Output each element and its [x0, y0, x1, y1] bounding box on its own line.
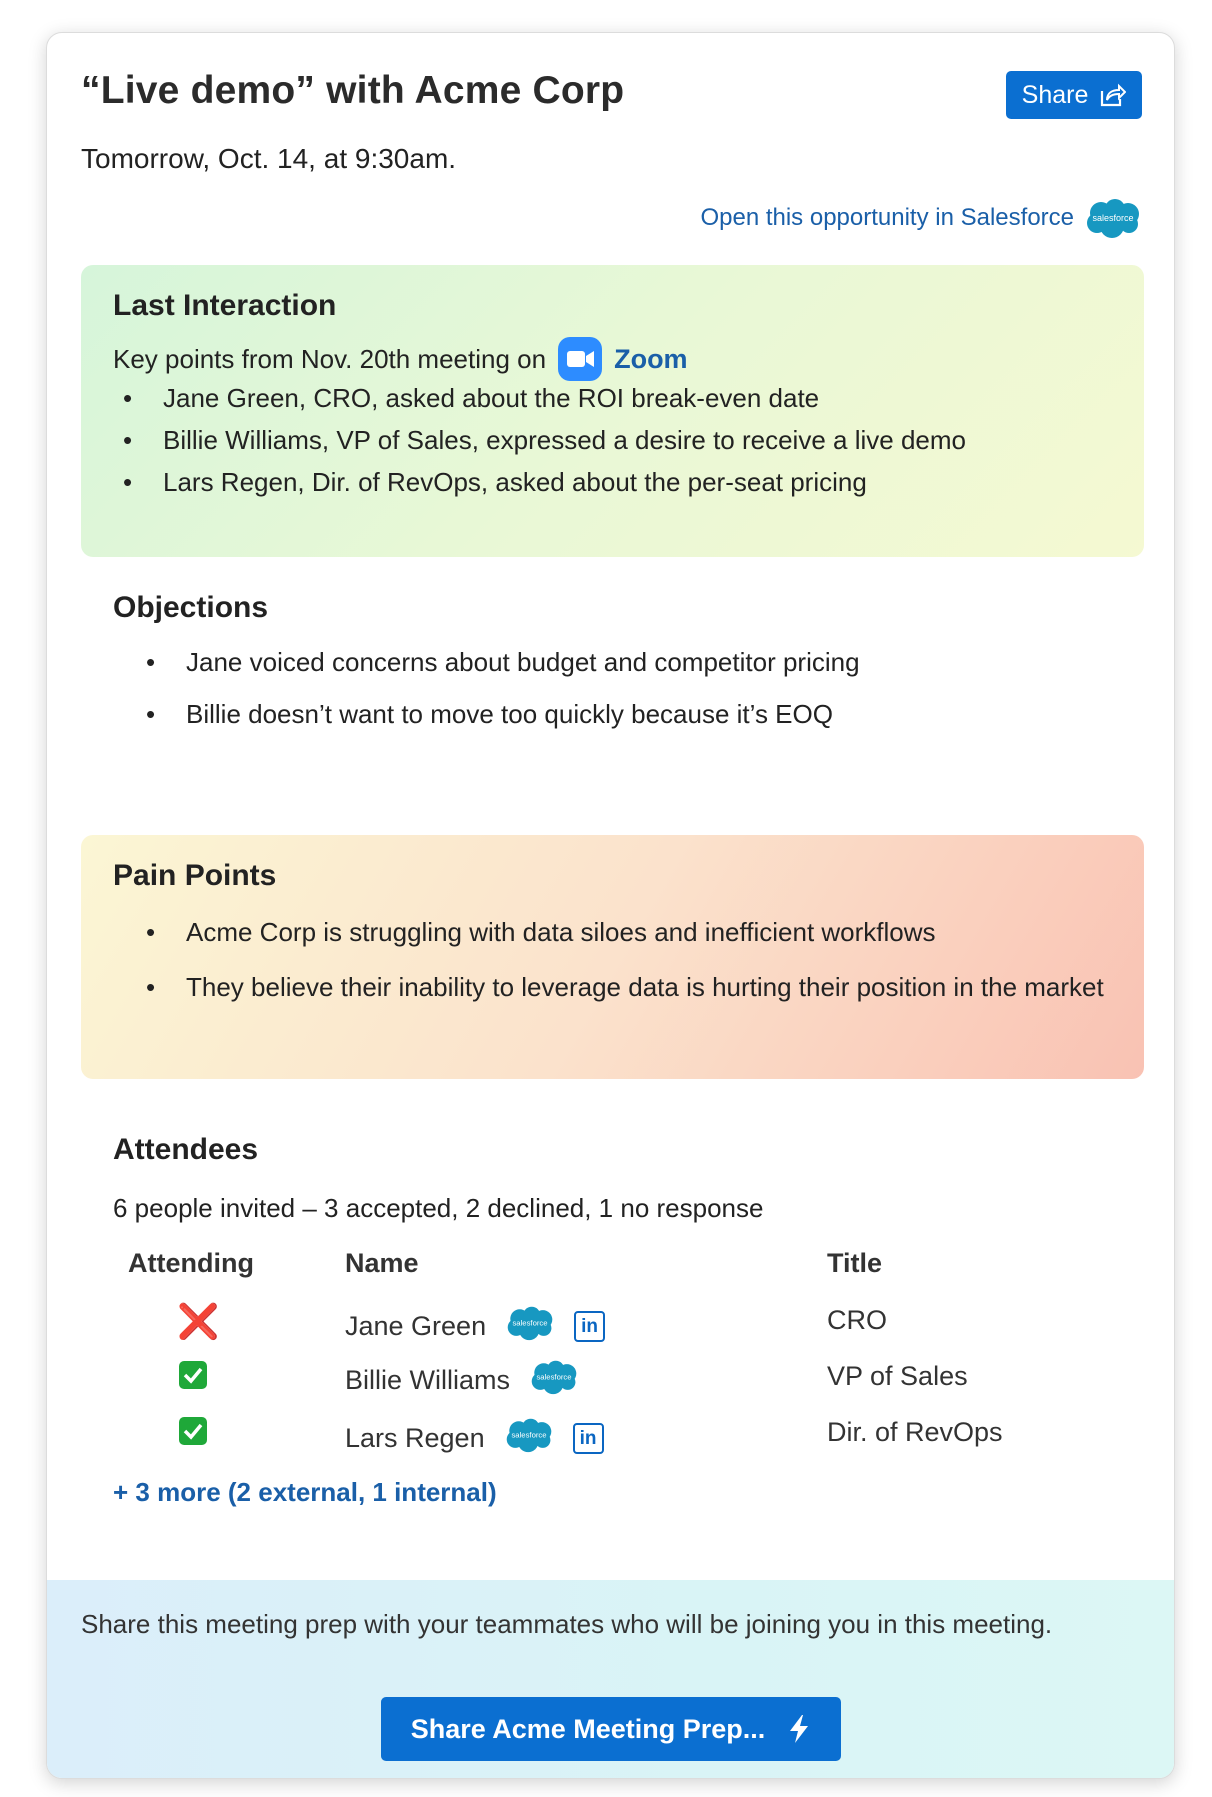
attendee-name: Lars Regen	[345, 1423, 485, 1453]
salesforce-logo-text: salesforce	[1092, 213, 1134, 223]
meeting-datetime: Tomorrow, Oct. 14, at 9:30am.	[81, 143, 457, 174]
attendees-heading: Attendees	[113, 1133, 259, 1166]
last-interaction-intro-text: Key points from Nov. 20th meeting on	[113, 343, 547, 374]
last-interaction-heading: Last Interaction	[113, 289, 337, 322]
column-header-title: Title	[827, 1248, 883, 1278]
list-item: • Jane Green, CRO, asked about the ROI break-even date	[163, 383, 966, 414]
salesforce-icon[interactable]	[528, 1359, 580, 1402]
attendee-name: Billie Williams	[345, 1365, 511, 1395]
accepted-icon	[179, 1417, 207, 1450]
table-row	[345, 1305, 605, 1348]
salesforce-opportunity-link[interactable]	[700, 197, 1142, 239]
objections-heading: Objections	[113, 591, 269, 624]
pain-points-list	[186, 913, 1116, 1007]
list-item: • Lars Regen, Dir. of RevOps, asked about the per-seat pricing	[163, 467, 966, 498]
checkmark-icon	[179, 1417, 207, 1445]
lightning-icon	[787, 1714, 811, 1744]
linkedin-icon[interactable]: in	[574, 1311, 605, 1342]
share-footer	[47, 1580, 1174, 1778]
column-header-name: Name	[345, 1248, 419, 1278]
last-interaction-panel	[81, 265, 1144, 557]
list-item: • Jane voiced concerns about budget and competitor pricing	[186, 647, 860, 678]
attendee-title: Dir. of RevOps	[827, 1417, 1003, 1447]
share-meeting-prep-label: Share Acme Meeting Prep...	[410, 1713, 766, 1744]
attendee-title: CRO	[827, 1305, 887, 1335]
zoom-link[interactable]: Zoom	[614, 343, 688, 374]
accepted-icon	[179, 1361, 207, 1394]
share-icon	[1098, 82, 1126, 108]
share-meeting-prep-button[interactable]	[381, 1697, 841, 1761]
objections-list	[186, 647, 860, 730]
salesforce-icon[interactable]	[503, 1417, 555, 1460]
share-button-label: Share	[1021, 80, 1089, 109]
last-interaction-points	[163, 383, 966, 498]
list-item: • Acme Corp is struggling with data siloes and inefficient workflows	[186, 913, 1116, 951]
meeting-prep-card	[46, 32, 1175, 1779]
attendee-title: VP of Sales	[827, 1361, 968, 1391]
table-row	[345, 1359, 580, 1402]
footer-message: Share this meeting prep with your teammates who will be joining you in this meeting.	[81, 1609, 1053, 1639]
last-interaction-intro	[113, 337, 688, 381]
share-button[interactable]	[1006, 71, 1142, 119]
declined-icon: ❌	[177, 1303, 220, 1341]
salesforce-logo-text: salesforce	[536, 1372, 572, 1382]
attendees-summary: 6 people invited – 3 accepted, 2 declined, 1 no response	[113, 1193, 764, 1223]
column-header-attending: Attending	[128, 1248, 254, 1278]
list-item: • Billie doesn’t want to move too quickly because it’s EOQ	[186, 699, 860, 730]
salesforce-logo-text: salesforce	[511, 1430, 547, 1440]
pain-points-panel	[81, 835, 1144, 1079]
checkmark-icon	[179, 1361, 207, 1389]
attendee-name: Jane Green	[345, 1311, 487, 1341]
zoom-icon	[558, 337, 602, 381]
salesforce-logo-text: salesforce	[512, 1318, 548, 1328]
linkedin-icon[interactable]: in	[573, 1423, 604, 1454]
page-title: “Live demo” with Acme Corp	[81, 69, 625, 112]
pain-points-heading: Pain Points	[113, 859, 277, 892]
salesforce-icon[interactable]	[504, 1305, 556, 1348]
list-item: • They believe their inability to leverage data is hurting their position in the market	[186, 967, 1116, 1007]
table-row	[345, 1417, 604, 1460]
salesforce-link-text: Open this opportunity in Salesforce	[700, 204, 1074, 231]
salesforce-icon	[1084, 197, 1142, 239]
list-item: • Billie Williams, VP of Sales, expressed a desire to receive a live demo	[163, 425, 966, 456]
more-attendees-link[interactable]: + 3 more (2 external, 1 internal)	[113, 1477, 497, 1507]
